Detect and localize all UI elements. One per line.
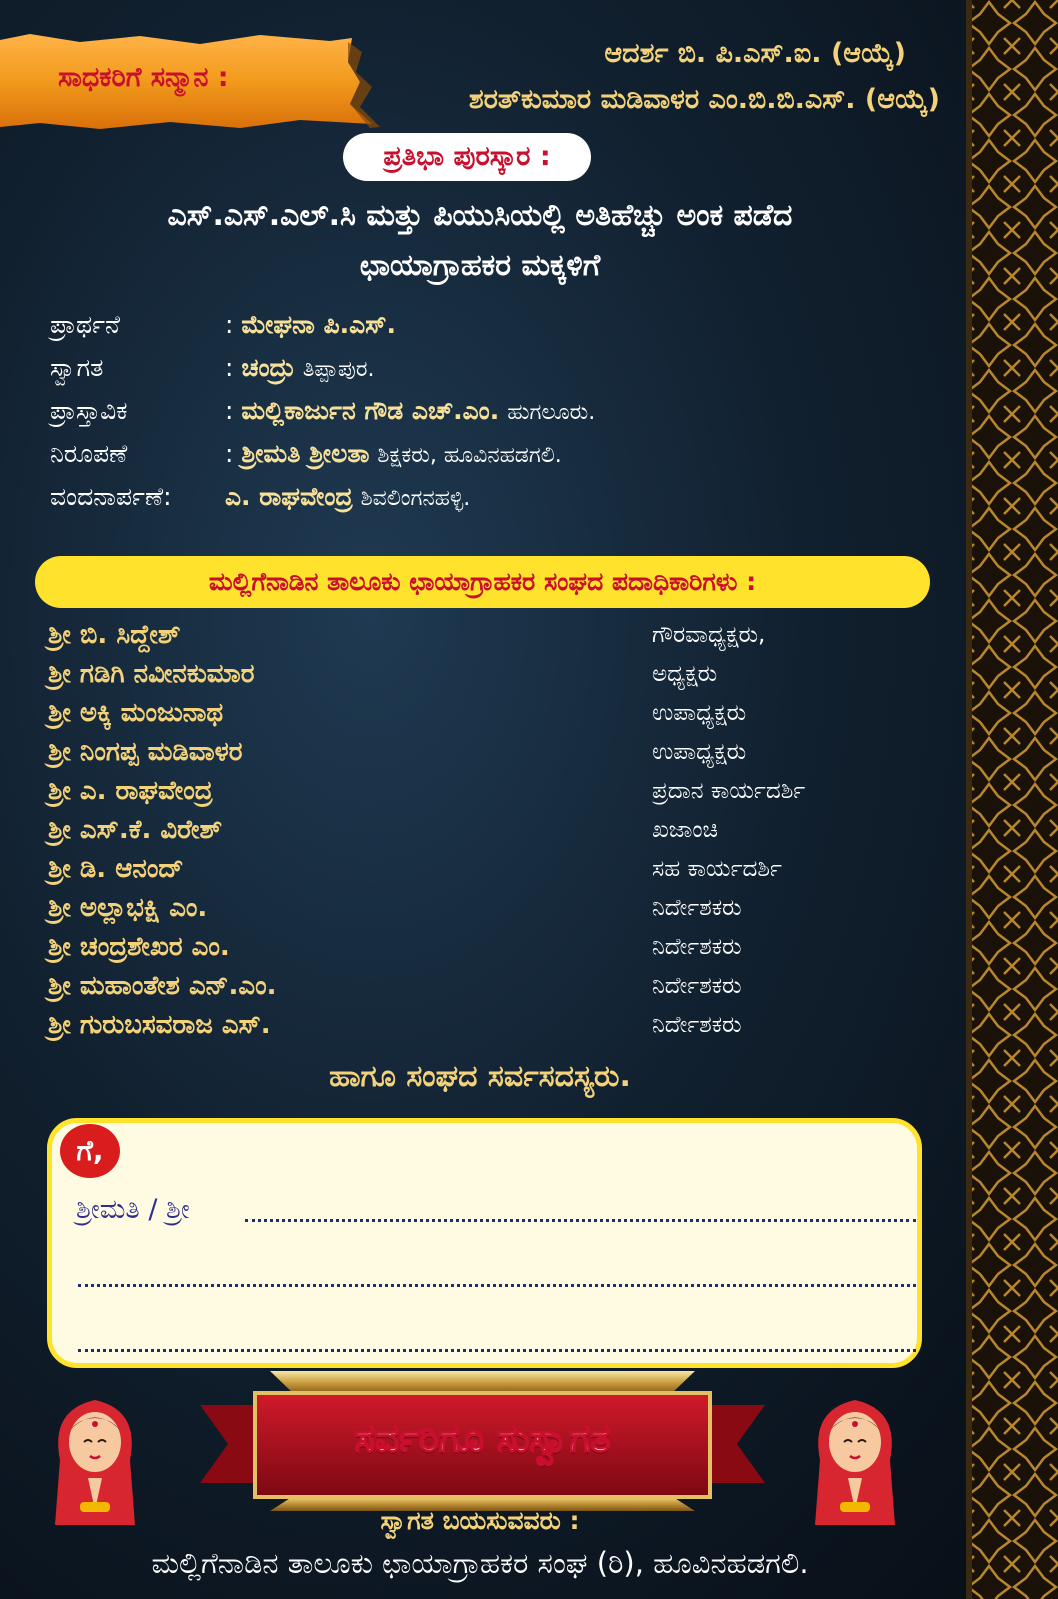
member-role: ಗೌರವಾಧ್ಯಕ್ಷರು, xyxy=(652,622,766,648)
member-role: ನಿರ್ದೇಶಕರು xyxy=(652,973,742,999)
honoree-2: ಶರತ್‌ಕುಮಾರ ಮಡಿವಾಳರ ಎಂ.ಬಿ.ಬಿ.ಎಸ್. (ಆಯ್ಕೆ) xyxy=(468,84,940,115)
member-name: ಶ್ರೀ ಅಕ್ಕಿ ಮಂಜುನಾಥ xyxy=(48,698,224,728)
recipient-box xyxy=(47,1118,922,1368)
recipient-prefix: ಶ್ರೀಮತಿ / ಶ್ರೀ xyxy=(76,1194,190,1225)
honoree-1: ಆದರ್ಶ ಬಿ. ಪಿ.ಎಸ್.ಐ. (ಆಯ್ಕೆ) xyxy=(604,38,906,69)
program-label: ಪ್ರಾಸ್ತಾವಿಕ xyxy=(50,396,128,425)
program-value: ಎ. ರಾಘವೇಂದ್ರ ಶಿವಲಿಂಗನಹಳ್ಳಿ. xyxy=(225,482,471,511)
program-value: : ಮಲ್ಲಿಕಾರ್ಜುನ ಗೌಡ ಎಚ್.ಎಂ. ಹುಗಲೂರು. xyxy=(225,396,596,425)
member-name: ಶ್ರೀ ಗುರುಬಸವರಾಜ ಎಸ್. xyxy=(48,1010,271,1040)
member-role: ಉಪಾಧ್ಯಕ್ಷರು xyxy=(652,739,747,765)
all-members-line: ಹಾಗೂ ಸಂಘದ ಸರ್ವಸದಸ್ಯರು. xyxy=(329,1059,631,1094)
recipient-blank-line xyxy=(78,1284,916,1287)
member-role: ಪ್ರದಾನ ಕಾರ್ಯದರ್ಶಿ xyxy=(652,778,806,804)
program-label: ಪ್ರಾರ್ಥನೆ xyxy=(50,310,120,339)
program-label: ವಂದನಾರ್ಪಣೆ: xyxy=(50,482,172,511)
honor-label: ಸಾಧಕರಿಗೆ ಸನ್ಮಾನ : xyxy=(58,62,229,93)
recipient-blank-line xyxy=(78,1349,916,1352)
member-name: ಶ್ರೀ ಅಲ್ಲಾಭಕ್ಷಿ ಎಂ. xyxy=(48,893,208,923)
program-value: : ಶ್ರೀಮತಿ ಶ್ರೀಲತಾ ಶಿಕ್ಷಕರು, ಹೂವಿನಹಡಗಲಿ. xyxy=(225,439,562,468)
member-name: ಶ್ರೀ ಗಡಿಗಿ ನವೀನಕುಮಾರ xyxy=(48,659,255,689)
program-value: : ಮೇಘನಾ ಪಿ.ಎಸ್. xyxy=(225,310,397,339)
member-role: ಉಪಾಧ್ಯಕ್ಷರು xyxy=(652,700,747,726)
member-role: ಖಜಾಂಚಿ xyxy=(652,817,718,843)
welcome-banner-text: ಸರ್ವರಿಗೂ ಸುಸ್ವಾಗತ xyxy=(354,1416,611,1460)
program-label: ಸ್ವಾಗತ xyxy=(50,353,104,382)
program-label: ನಿರೂಪಣೆ xyxy=(50,439,128,468)
hosts-label: ಸ್ವಾಗತ ಬಯಸುವವರು : xyxy=(380,1506,580,1535)
ornamental-lattice-border xyxy=(966,0,1058,1599)
member-name: ಶ್ರೀ ಬಿ. ಸಿದ್ದೇಶ್ xyxy=(48,620,181,650)
award-label: ಪ್ರತಿಭಾ ಪುರಸ್ಕಾರ : xyxy=(343,133,591,181)
member-name: ಶ್ರೀ ಚಂದ್ರಶೇಖರ ಎಂ. xyxy=(48,932,230,962)
award-description-line-1: ಎಸ್.ಎಸ್.ಎಲ್.ಸಿ ಮತ್ತು ಪಿಯುಸಿಯಲ್ಲಿ ಅತಿಹೆಚ್ಚು ಅಂಕ ಪಡೆದ xyxy=(167,198,793,233)
member-name: ಶ್ರೀ ಎ. ರಾಘವೇಂದ್ರ xyxy=(48,776,213,806)
to-badge: ಗೆ, xyxy=(60,1124,120,1178)
member-name: ಶ್ರೀ ನಿಂಗಪ್ಪ ಮಡಿವಾಳರ xyxy=(48,737,243,767)
member-role: ನಿರ್ದೇಶಕರು xyxy=(652,895,742,921)
member-name: ಶ್ರೀ ಎಸ್.ಕೆ. ವಿರೇಶ್ xyxy=(48,815,223,845)
association-title: ಮಲ್ಲಿಗೆನಾಡಿನ ತಾಲೂಕು ಛಾಯಾಗ್ರಾಹಕರ ಸಂಘದ ಪದಾಧಿಕಾರಿಗಳು : xyxy=(35,556,930,608)
member-name: ಶ್ರೀ ಮಹಾಂತೇಶ ಎನ್.ಎಂ. xyxy=(48,971,277,1001)
member-role: ನಿರ್ದೇಶಕರು xyxy=(652,1012,742,1038)
host-organization: ಮಲ್ಲಿಗೆನಾಡಿನ ತಾಲೂಕು ಛಾಯಾಗ್ರಾಹಕರ ಸಂಘ (ರಿ), ಹೂವಿನಹಡಗಲಿ. xyxy=(151,1546,809,1580)
award-description-line-2: ಛಾಯಾಗ್ರಾಹಕರ ಮಕ್ಕಳಿಗೆ xyxy=(359,248,601,283)
member-role: ನಿರ್ದೇಶಕರು xyxy=(652,934,742,960)
recipient-blank-line xyxy=(245,1219,916,1222)
member-role: ಅಧ್ಯಕ್ಷರು xyxy=(652,661,718,687)
member-role: ಸಹ ಕಾರ್ಯದರ್ಶಿ xyxy=(652,856,782,882)
program-value: : ಚಂದ್ರು ತಿಪ್ಪಾಪುರ. xyxy=(225,353,375,382)
member-name: ಶ್ರೀ ಡಿ. ಆನಂದ್ xyxy=(48,854,184,884)
